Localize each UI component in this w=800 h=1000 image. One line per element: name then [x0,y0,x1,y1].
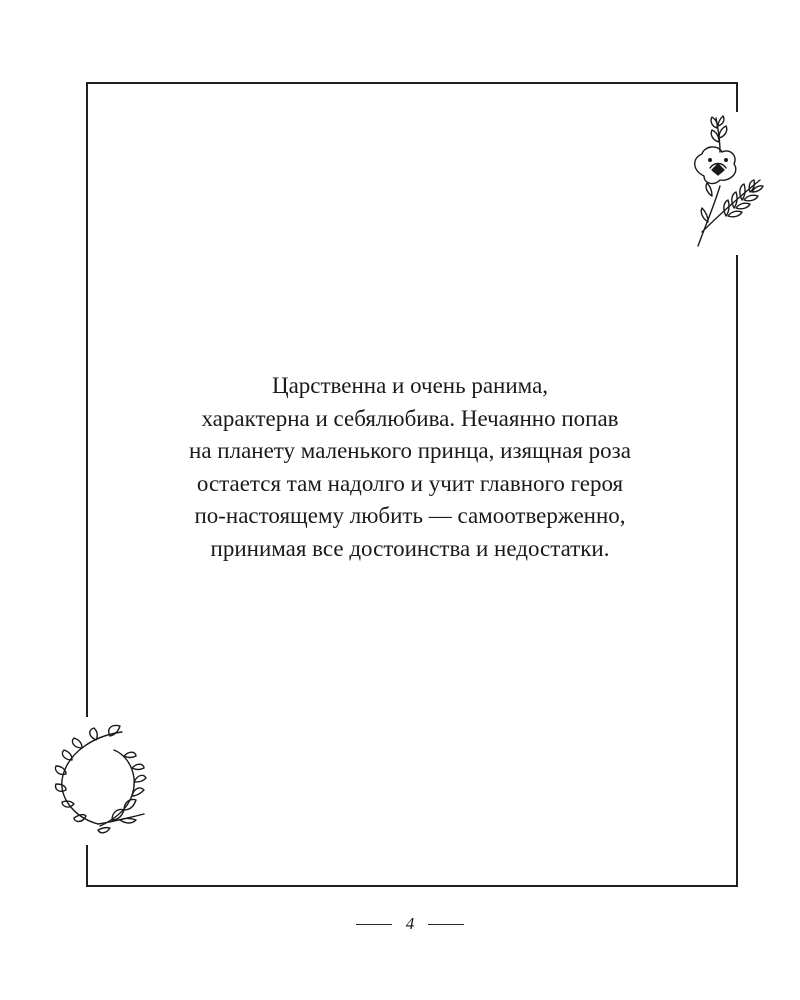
frame-bottom-border [86,885,738,887]
passage-line: на планету маленького принца, изящная роза [189,438,631,463]
passage-line: характерна и себялюбива. Нечаянно попав [201,405,619,431]
passage-line: по-настоящему любить — самоотверженно, [194,503,626,528]
frame-left-border-upper [86,82,88,717]
passage-line: остается там надолго и учит главного героя [196,470,624,496]
folio-rule-right [428,924,464,925]
frame-top-border [86,82,738,84]
flower-sprig-icon [678,112,773,252]
page-number-footer [350,912,470,936]
passage-line: Царственна и очень ранима, [271,373,549,398]
frame-right-border-lower [736,255,738,887]
frame-right-border-upper [736,82,738,112]
leaf-wreath-icon [52,724,152,836]
folio-rule-left [356,924,392,925]
frame-left-border-lower [86,845,88,887]
page-number: 4 [405,914,415,933]
passage-line: принимая все достоинства и недостатки. [210,535,610,561]
rose-description-passage [110,370,710,565]
